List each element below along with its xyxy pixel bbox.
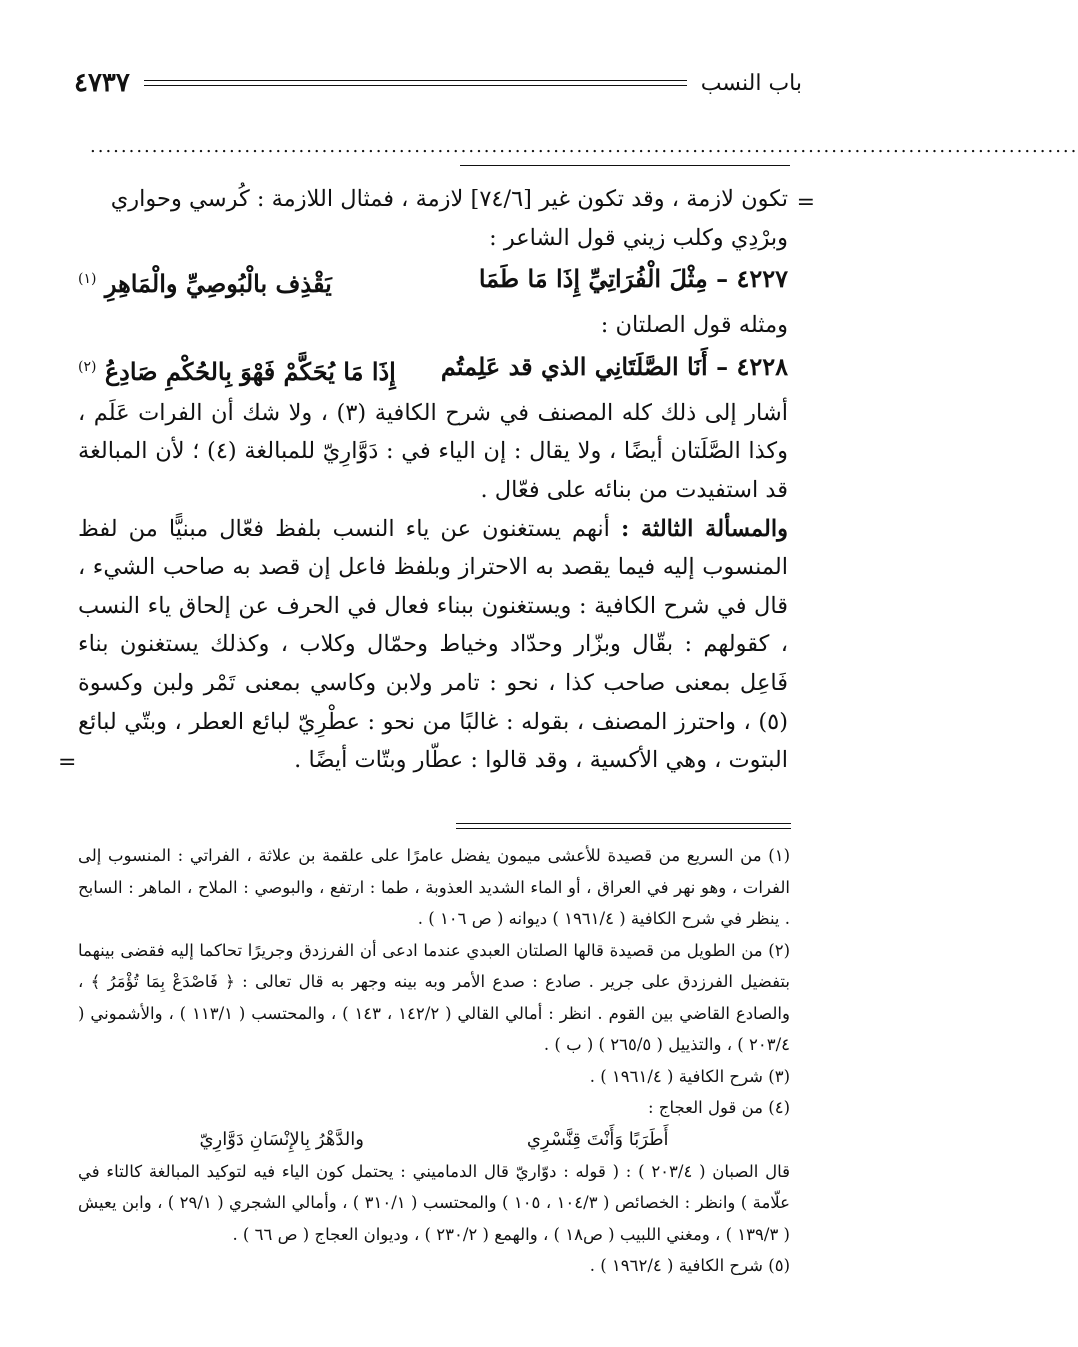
verse-number: ٤٢٢٨ – [716,351,788,381]
page-number: ٤٧٣٧ [74,68,130,98]
footnote-4-verse [118,1124,750,1156]
rajaz-first-half: أَطَرَبًا وَأَنْتَ قِنَّسْرِي [526,1128,669,1150]
footnote-3: (٣) شرح الكافية ( ١٩٦١/٤ ) . [589,1066,790,1086]
continuation-mark-top: = [796,190,815,215]
verse-first-half: مِثْلَ الْفُرَاتِيِّ إِذَا مَا طَمَا [478,264,708,294]
verse-second-half: يَقْذِف بالْبُوصِيِّ والْمَاهِرِ [104,269,332,299]
intro-line-1: تكون لازمة ، وقد تكون غير [٧٤/٦] لازمة ، فمثال اللازمة : كُرسي وحواري [110,186,788,212]
paragraph-2-text: أنهم يستغنون عن ياء النسب بلفظ فعّال مبنيًّا من لفظ المنسوب إليه فيما يقصد به الاحتراز وبلفظ فاعل إن قصد به صاحب الشيء ، قال في شرح الكافية : ويستغنون ببناء فعال في الحرف عن إلحاق ياء النسب ، كقولهم : بقّال وبزّار وحدّاد وخياط وحمّال وكلاب ، وكذلك يستغنون بناء فَاعِل بمعنى صاحب كذا ، نحو : تامر ولابن وكاسي بمعنى تَمْر ولبن وكسوة (٥) ، واحترز المصنف ، بقوله : غالبًا من نحو : عطْرِيّ لبائع العطر ، وبتّي لبائع البتوت ، وهي الأكسية ، وقد قالوا : عطّار وبتّات أيضًا . [78,515,788,774]
verse-first-half: أَنَا الصَّلَتَانِي الذي قد عَلِمتُم [440,351,708,381]
footnote-1: (١) من السريع من قصيدة للأعشى ميمون يفضل عامرًا على علقمة بن علاثة ، الفراتي : المنسوب إلى الفرات ، وهو نهر في العراق ، أو الماء الشديد العذوبة ، طما : ارتفع ، والبوصي : الملاح ، الماهر : السابح . ينظر في شرح الكافية ( ١٩٦١/٤ ) ديوانه ( ص ١٠٦ ) . [78,846,790,928]
footnote-rule [456,823,791,829]
rajaz-second-half: والدَّهْرُ بِالإِنْسَانِ دَوَّارِيّ [199,1128,364,1150]
paragraph-2-lead: والمسألة الثالثة : [620,515,788,542]
footnote-5: (٥) شرح الكافية ( ١٩٦٢/٤ ) . [589,1256,790,1275]
paragraph-2 [78,510,788,780]
verse-number: ٤٢٢٧ – [716,264,788,294]
main-text [78,180,788,780]
verse-second-half: إِذَا مَا يُحَكَّمْ فَهْوَ بِالحُكْمِ صَادِعُ [104,356,396,386]
footnotes [78,840,790,1282]
continuation-rule [460,165,790,166]
footnote-2: (٢) من الطويل من قصيدة قالها الصلتان العبدي عندما ادعى أن الفرزدق وجريرًا تحاكما إليه فقضى بينهما بتفضيل الفرزدق على جرير . صادع : صدع الأمر وبه بينه وجهر به قال تعالى : ﴿ فَاصْدَعْ بِمَا تُؤْمَرُ ﴾ ، والصادع القاضي بين القوم . انظر : أمالي القالي ( ١٤٢/٢ ، ١٤٣ ) ، والمحتسب ( ١١٣/١ ) ، والأشموني ( ٢٠٣/٤ ) ، والتذييل ( ٢٦٥/٥ ) ( ب ) . [78,940,790,1054]
continuation-mark-bottom: = [58,750,77,775]
footnote-ref: (٢) [78,358,97,375]
similar-line: ومثله قول الصلتان : [600,312,788,339]
verse-4227 [78,257,788,306]
paragraph-1: أشار إلى ذلك كله المصنف في شرح الكافية (٣) ، ولا شك أن الفرات عَلَم ، وكذا الصَّلَتان أيضًا ، ولا يقال : إن الياء في : دَوَّارِيّ للمبالغة (٤) ؛ لأن المبالغة قد استفيدت من بنائه على فعّال . [78,399,788,503]
running-header [74,66,802,100]
separator-dots: ................................................................................................................................ [90,136,1078,157]
verse-4228 [78,345,788,394]
chapter-title: باب النسب [700,70,802,96]
footnote-4-intro: (٤) من قول العجاج : [648,1098,790,1117]
intro-line-2: وبرْدِي وكلب زيني قول الشاعر : [489,224,788,251]
footnote-4-text: قال الصبان ( ٢٠٣/٤ ) : ( قوله : دوّاريّ قال الدماميني : يحتمل كون الياء فيه لتوكيد المبالغة كالتاء في علّامة ) وانظر : الخصائص ( ١٠٤/٣ ، ١٠٥ ) والمحتسب ( ٣١٠/١ ) ، وأمالي الشجري ( ٢٩/١ ) ، وابن يعيش ( ١٣٩/٣ ) ، ومغني اللبيب ( ص١٨ ) ، والهمع ( ٢٣٠/٢ ) ، وديوان العجاج ( ص ٦٦ ) . [78,1161,790,1244]
footnote-ref: (١) [78,271,97,288]
header-rule [144,80,687,86]
